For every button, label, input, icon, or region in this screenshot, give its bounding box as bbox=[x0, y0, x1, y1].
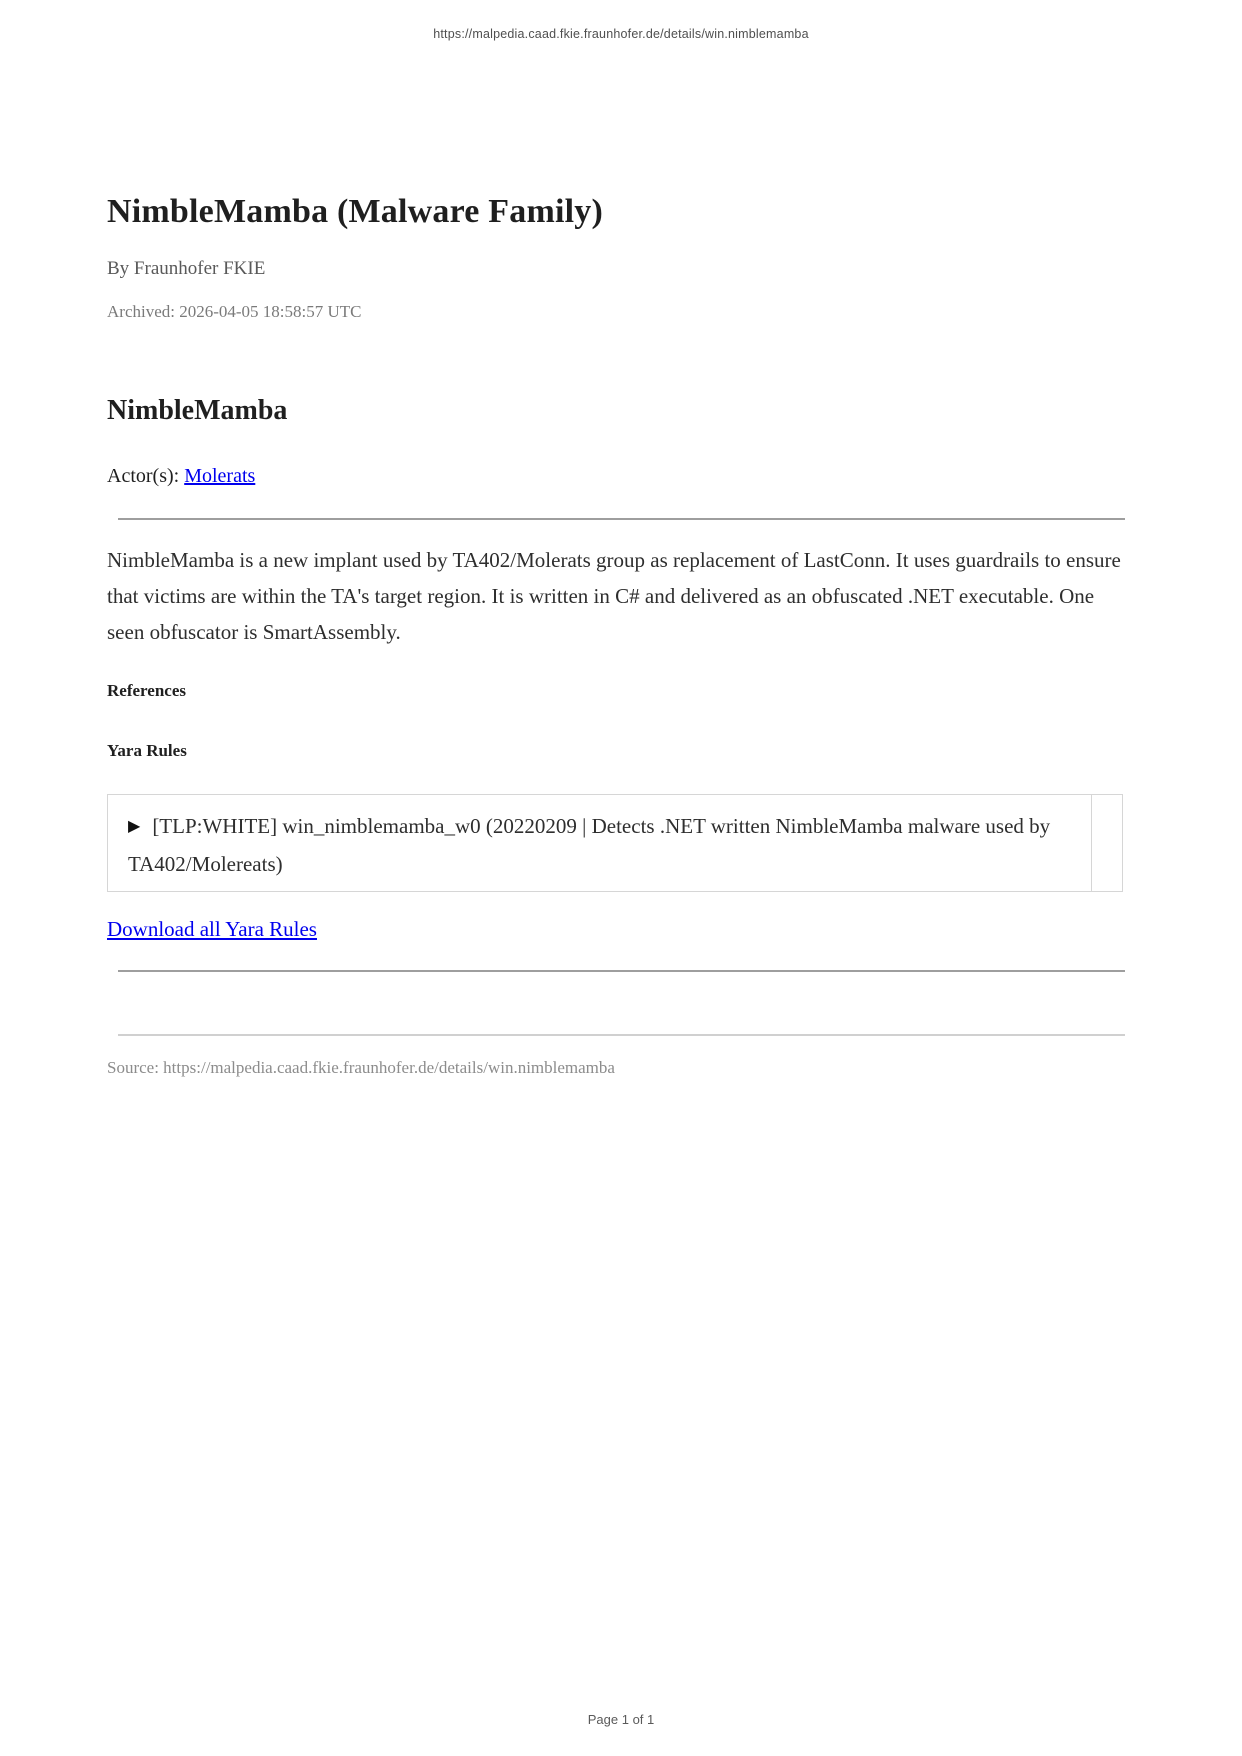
divider-bottom bbox=[118, 1034, 1125, 1036]
page-number: Page 1 of 1 bbox=[587, 1712, 655, 1727]
download-yara-rules-link[interactable]: Download all Yara Rules bbox=[107, 917, 317, 941]
source-url: Source: https://malpedia.caad.fkie.fraunhofer.de/details/win.nimblemamba bbox=[107, 1058, 615, 1077]
yara-rules-heading: Yara Rules bbox=[107, 741, 187, 760]
disclosure-triangle-icon[interactable]: ▶ bbox=[128, 816, 141, 835]
yara-rule-label: [TLP:WHITE] win_nimblemamba_w0 (20220209 | Detects .NET written NimbleMamba malware used by TA402/Molereats) bbox=[128, 814, 1051, 876]
yara-rule-item[interactable] bbox=[107, 794, 1123, 892]
references-heading: References bbox=[107, 681, 186, 700]
divider-middle bbox=[118, 970, 1125, 972]
article-content bbox=[107, 0, 1125, 1079]
archived-timestamp: Archived: 2026-04-05 18:58:57 UTC bbox=[107, 302, 362, 321]
actor-line bbox=[107, 463, 1125, 489]
scrollbar-gutter bbox=[1091, 795, 1092, 891]
malware-family-name: NimbleMamba bbox=[107, 395, 288, 426]
actors-label: Actor(s): bbox=[107, 465, 185, 487]
page-title: NimbleMamba (Malware Family) bbox=[107, 193, 603, 230]
actor-link-molerats[interactable]: Molerats bbox=[184, 465, 256, 487]
divider-top bbox=[118, 518, 1125, 520]
family-description: NimbleMamba is a new implant used by TA402/Molerats group as replacement of LastConn. It uses guardrails to ensure that victims are within the TA's target region. It is written in C# and delivered as an obfuscated .NET executable. One seen obfuscator is SmartAssembly. bbox=[107, 548, 1121, 644]
download-line bbox=[107, 916, 1125, 942]
byline: By Fraunhofer FKIE bbox=[107, 258, 266, 279]
print-header-url: https://malpedia.caad.fkie.fraunhofer.de/details/win.nimblemamba bbox=[433, 27, 809, 41]
